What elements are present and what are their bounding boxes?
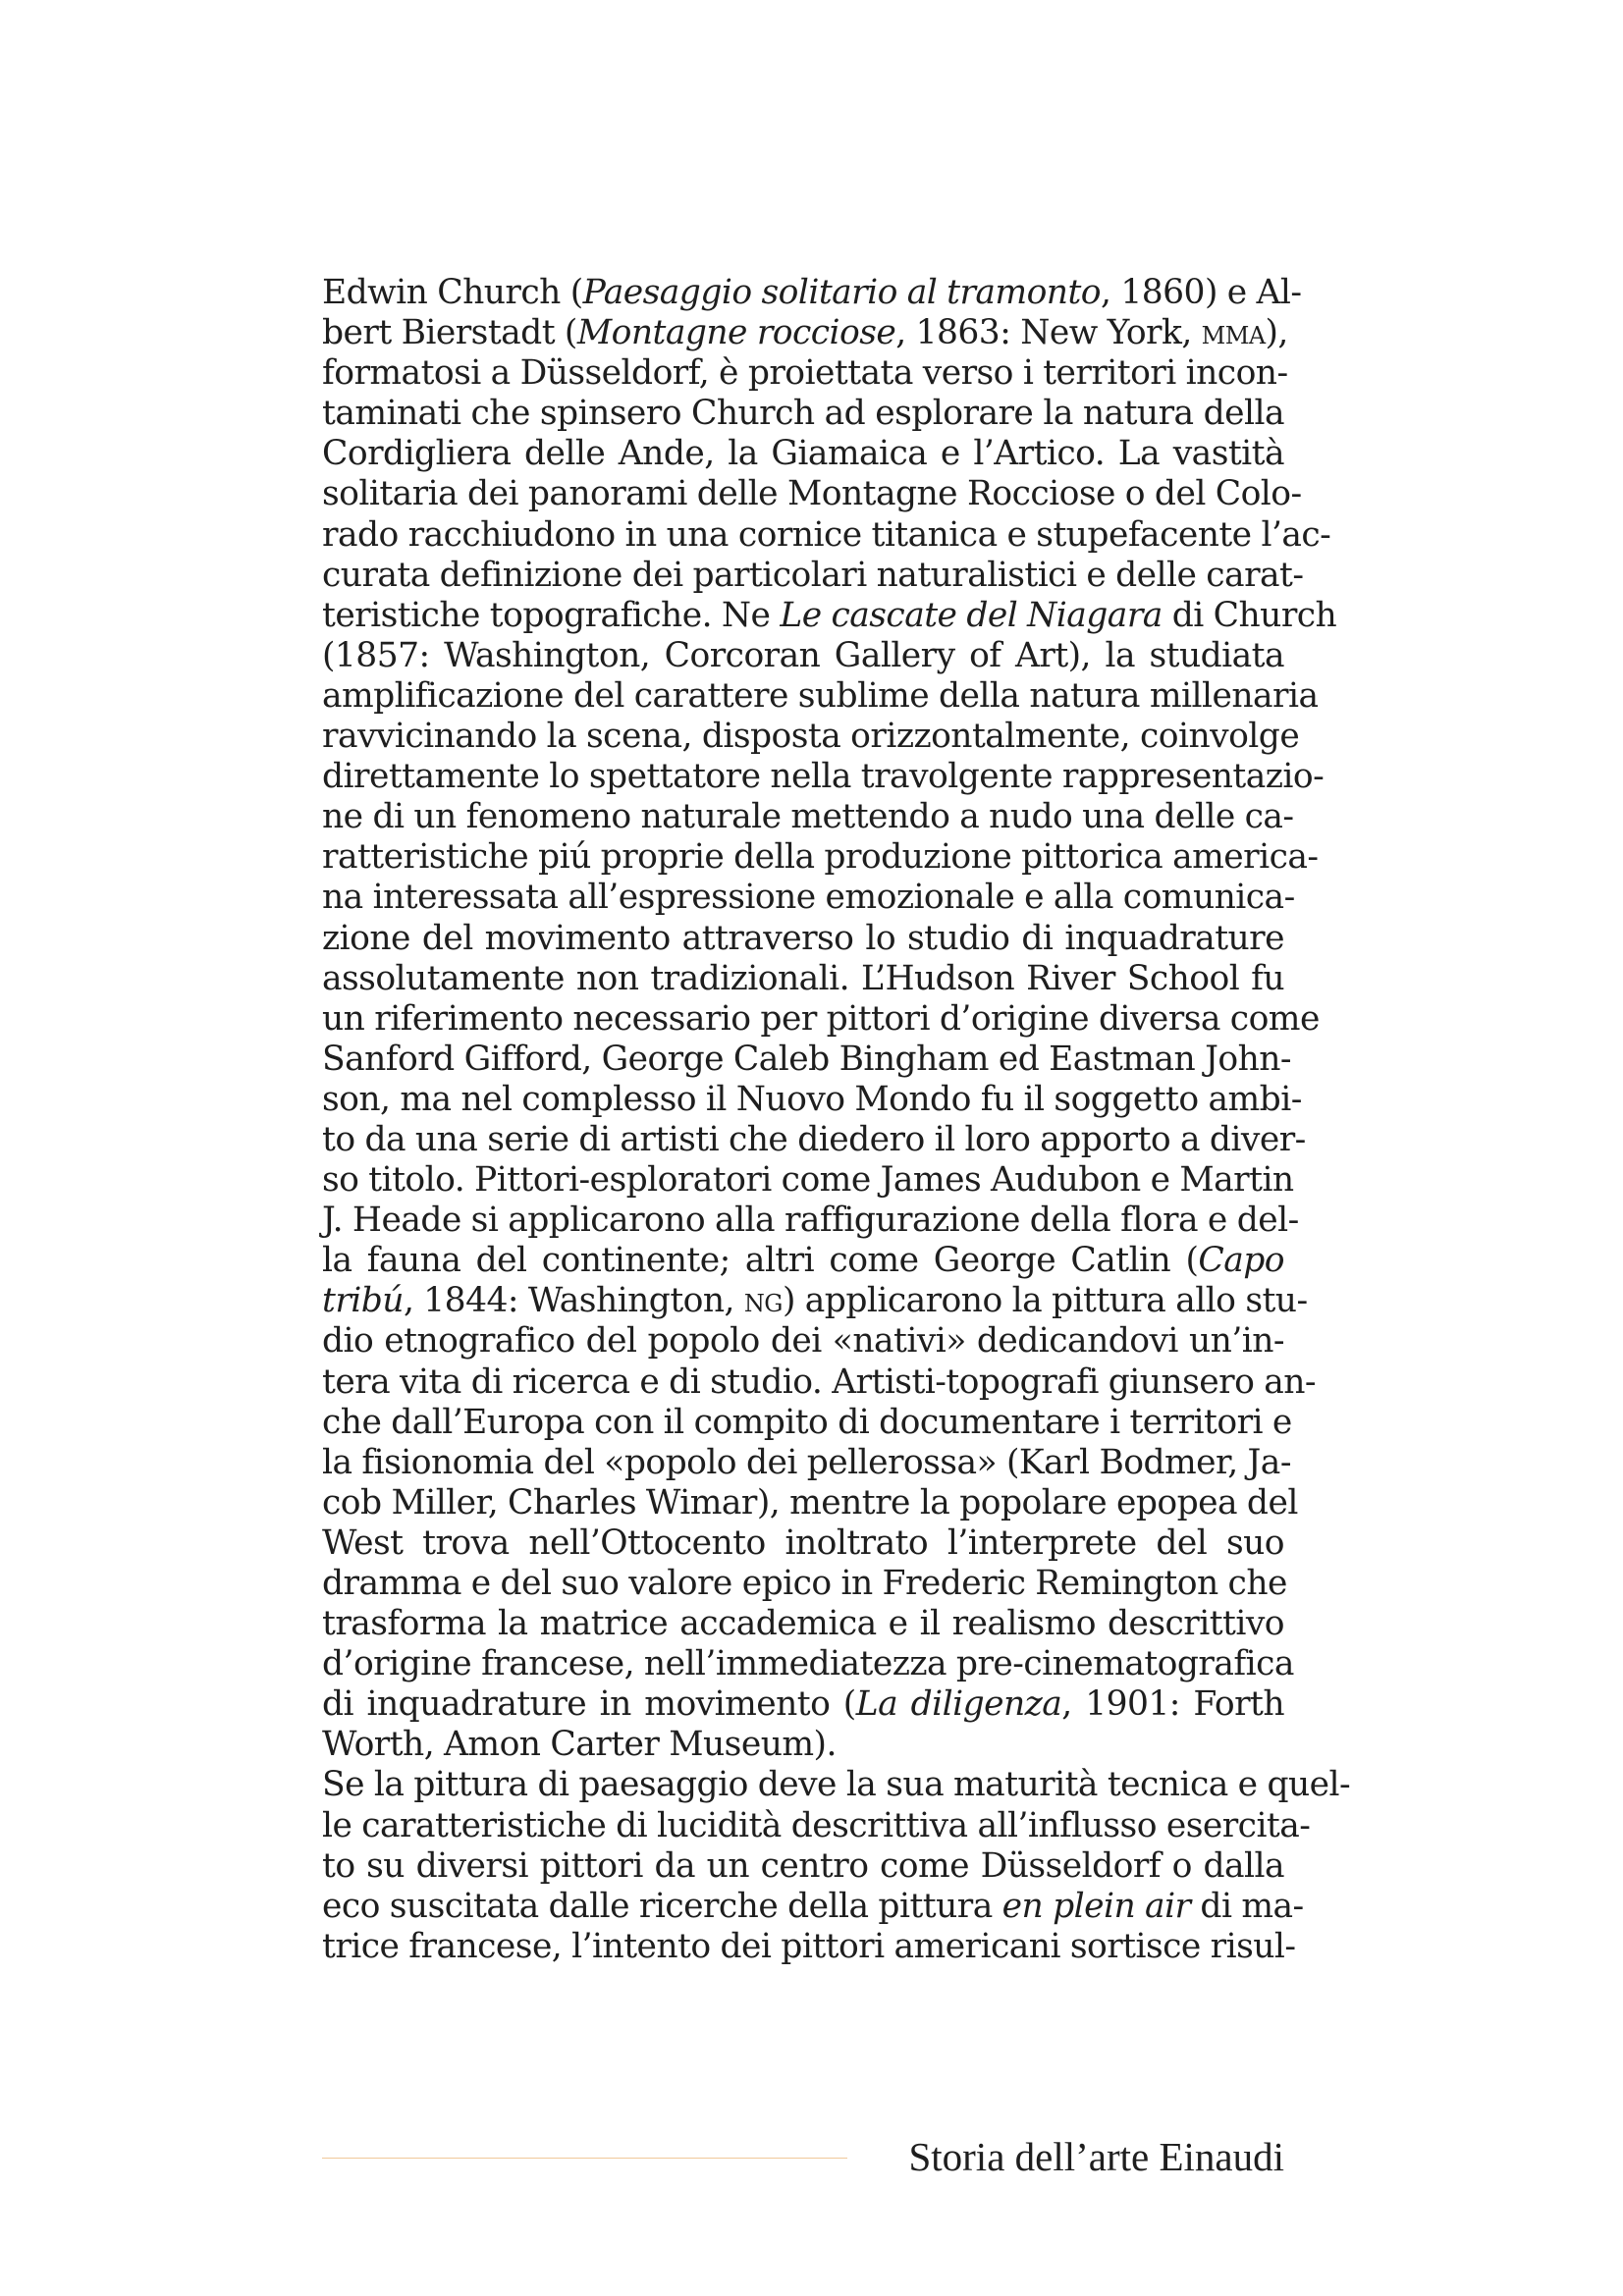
text-run: Edwin Church ( xyxy=(322,273,583,312)
text-run: di ma- xyxy=(1190,1886,1304,1926)
text-run: ratteristiche piú proprie della produzione pittorica america- xyxy=(322,837,1319,878)
text-run: na interessata all’espressione emozionale e alla comunica- xyxy=(322,878,1295,918)
italic-title: Le cascate del Niagara xyxy=(780,595,1163,635)
text-run: Worth, Amon Carter Museum). xyxy=(322,1725,837,1765)
text-run: ), xyxy=(1265,313,1288,353)
text-run: West trova nell’Ottocento inoltrato l’interprete del suo xyxy=(322,1522,1284,1563)
text-run: la fauna del continente; altri come George Catlin ( xyxy=(322,1241,1199,1281)
text-run: ravvicinando la scena, disposta orizzontalmente, coinvolge xyxy=(322,717,1300,757)
text-run: dio etnografico del popolo dei «nativi» dedicandovi un’in- xyxy=(322,1321,1284,1362)
text-line xyxy=(322,1886,1304,1927)
text-line xyxy=(322,636,1284,676)
text-line xyxy=(322,1362,1317,1403)
text-run: Sanford Gifford, George Caleb Bingham ed Eastman John- xyxy=(322,1039,1292,1079)
text-run: la fisionomia del «popolo dei pellerossa» (Karl Bodmer, Ja- xyxy=(322,1442,1291,1482)
text-run: direttamente lo spettatore nella travolgente rappresentazio- xyxy=(322,757,1325,797)
text-line xyxy=(322,1765,1351,1805)
text-line xyxy=(322,1039,1292,1080)
text-line xyxy=(322,998,1320,1040)
italic-title: Montagne rocciose xyxy=(576,313,896,353)
text-run: to su diversi pittori da un centro come Düsseldorf o dalla xyxy=(322,1845,1284,1886)
text-line xyxy=(322,675,1319,717)
small-caps-abbrev: ng xyxy=(743,1281,783,1321)
text-run: un riferimento necessario per pittori d’origine diversa come xyxy=(322,998,1320,1039)
text-run: , 1860) e Al- xyxy=(1101,273,1302,312)
text-run: di inquadrature in movimento ( xyxy=(322,1684,856,1725)
text-line xyxy=(322,474,1302,514)
italic-title: tribú xyxy=(322,1281,404,1321)
text-run: , 1863: New York, xyxy=(895,313,1202,353)
text-line xyxy=(322,1321,1284,1362)
text-line xyxy=(322,1281,1308,1321)
text-line xyxy=(322,1926,1296,1967)
text-line xyxy=(322,797,1294,837)
text-run: eco suscitata dalle ricerche della pittura xyxy=(322,1886,1002,1926)
text-run: solitaria dei panorami delle Montagne Rocciose o del Colo- xyxy=(322,474,1302,514)
text-line xyxy=(322,1644,1294,1684)
text-line xyxy=(322,1846,1284,1887)
text-line xyxy=(322,1604,1284,1644)
italic-title: Capo xyxy=(1198,1241,1284,1281)
text-run: rado racchiudono in una cornice titanica e stupefacente l’ac- xyxy=(322,514,1331,555)
text-line xyxy=(322,1684,1284,1725)
text-line xyxy=(322,434,1284,474)
text-run: formatosi a Düsseldorf, è proiettata verso i territori incon- xyxy=(322,353,1288,394)
italic-title: en plein air xyxy=(1001,1886,1191,1926)
text-line xyxy=(322,959,1284,999)
text-run: amplificazione del carattere sublime della natura millenaria xyxy=(322,675,1319,716)
text-run: che dall’Europa con il compito di documentare i territori e xyxy=(322,1402,1292,1442)
text-line xyxy=(322,837,1319,878)
text-run: tera vita di ricerca e di studio. Artisti-topografi giunsero an- xyxy=(322,1362,1317,1402)
text-run: bert Bierstadt ( xyxy=(322,313,577,353)
text-line xyxy=(322,1805,1311,1846)
text-line xyxy=(322,1079,1302,1120)
text-line xyxy=(322,555,1304,596)
text-run: curata definizione dei particolari naturalistici e delle carat- xyxy=(322,555,1304,595)
text-run: (1857: Washington, Corcoran Gallery of Art), la studiata xyxy=(322,635,1284,675)
text-run: son, ma nel complesso il Nuovo Mondo fu il soggetto ambi- xyxy=(322,1079,1302,1119)
text-run: teristiche topografiche. Ne xyxy=(322,595,781,635)
text-line xyxy=(322,1119,1306,1160)
text-line xyxy=(322,1564,1287,1604)
text-run: assolutamente non tradizionali. L’Hudson River School fu xyxy=(322,958,1284,998)
text-line xyxy=(322,1442,1291,1483)
text-run: Se la pittura di paesaggio deve la sua maturità tecnica e quel- xyxy=(322,1765,1351,1805)
text-run: d’origine francese, nell’immediatezza pre-cinematografica xyxy=(322,1644,1294,1684)
text-line xyxy=(322,878,1295,918)
text-run: trasforma la matrice accademica e il realismo descrittivo xyxy=(322,1604,1284,1644)
text-run: , 1901: Forth xyxy=(1061,1684,1284,1725)
text-line xyxy=(322,273,1302,313)
text-run: , 1844: Washington, xyxy=(403,1281,744,1321)
text-line xyxy=(322,1160,1294,1201)
text-line xyxy=(322,1402,1292,1443)
text-line xyxy=(322,717,1300,757)
text-line xyxy=(322,1201,1299,1241)
body-text xyxy=(322,273,1351,1967)
text-line xyxy=(322,353,1288,394)
text-run: le caratteristiche di lucidità descrittiva all’influsso esercita- xyxy=(322,1805,1311,1845)
text-run: ne di un fenomeno naturale mettendo a nudo una delle ca- xyxy=(322,797,1294,837)
text-run: di Church xyxy=(1162,595,1337,635)
text-line xyxy=(322,313,1288,353)
text-run: Cordigliera delle Ande, la Giamaica e l’Artico. La vastità xyxy=(322,434,1284,474)
footer-rule xyxy=(322,2158,847,2159)
text-line xyxy=(322,1523,1284,1564)
text-line xyxy=(322,919,1284,959)
text-line xyxy=(322,1482,1298,1523)
small-caps-abbrev: mma xyxy=(1201,313,1266,353)
text-run: J. Heade si applicarono alla raffigurazione della flora e del- xyxy=(322,1201,1299,1241)
text-run: taminati che spinsero Church ad esplorare la natura della xyxy=(322,394,1284,434)
text-run: to da una serie di artisti che diedero il loro apporto a diver- xyxy=(322,1119,1306,1159)
italic-title: Paesaggio solitario al tramonto xyxy=(582,273,1102,312)
text-line xyxy=(322,595,1337,636)
text-run: so titolo. Pittori-esploratori come James Audubon e Martin xyxy=(322,1160,1294,1201)
text-run: dramma e del suo valore epico in Frederic Remington che xyxy=(322,1564,1287,1603)
text-line xyxy=(322,1241,1284,1281)
italic-title: La diligenza xyxy=(855,1684,1062,1725)
text-run: zione del movimento attraverso lo studio di inquadrature xyxy=(322,918,1284,958)
text-line xyxy=(322,514,1331,556)
text-run: cob Miller, Charles Wimar), mentre la popolare epopea del xyxy=(322,1482,1298,1522)
text-line xyxy=(322,1725,1284,1765)
text-run: trice francese, l’intento dei pittori americani sortisce risul- xyxy=(322,1926,1296,1966)
text-run: ) applicarono la pittura allo stu- xyxy=(782,1281,1308,1321)
text-line xyxy=(322,757,1325,797)
text-line xyxy=(322,394,1284,434)
footer-title: Storia dell’arte Einaudi xyxy=(908,2134,1284,2179)
